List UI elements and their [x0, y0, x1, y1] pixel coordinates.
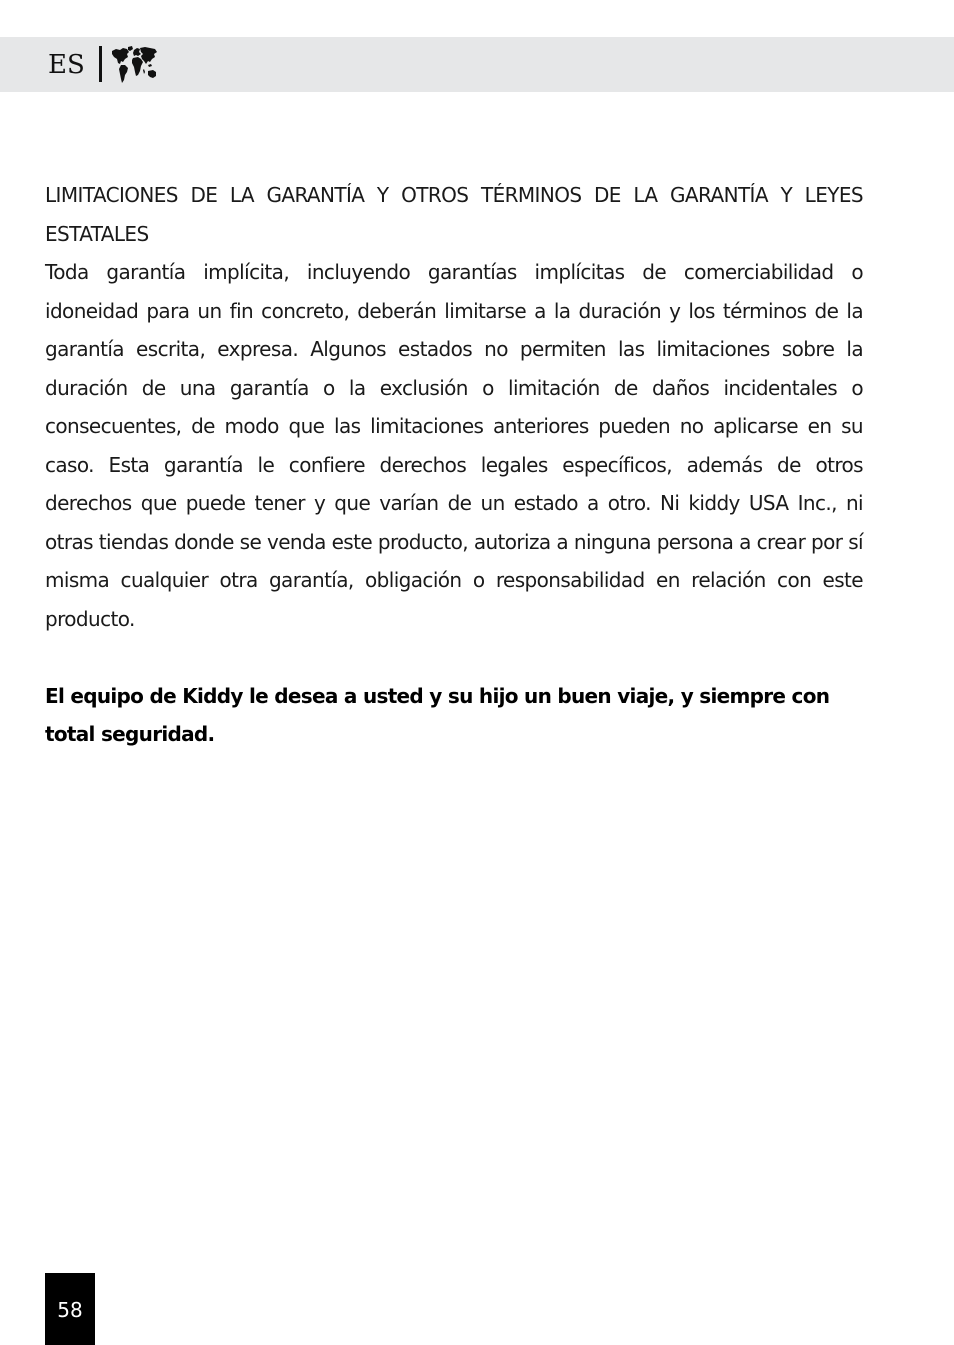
page-number-box	[45, 1273, 95, 1345]
section-heading: LIMITACIONES DE LA GARANTÍA Y OTROS TÉRMINOS DE LA GARANTÍA Y LEYES ESTATALES	[45, 183, 863, 246]
content-area	[45, 176, 863, 754]
closing-message: El equipo de Kiddy le desea a usted y su hijo un buen viaje, y siempre con total seguridad.	[45, 683, 830, 746]
warranty-body-text: Toda garantía implícita, incluyendo garantías implícitas de comerciabilidad o idoneidad para un fin concreto, deberán limitarse a la duración y los términos de la garantía escrita, expresa. Algunos estados no permiten las limitaciones sobre la duración de una garantía o la exclusión o limitación de daños incidentales o consecuentes, de modo que las limitaciones anteriores pueden no aplicarse en su caso. Esta garantía le confiere derechos legales específicos, además de otros derechos que puede tener y que varían de un estado a otro. Ni kiddy USA Inc., ni otras tiendas donde se venda este producto, autoriza a ninguna persona a crear por sí misma cualquier otra garantía, obligación o responsabilidad en relación con este producto.	[45, 260, 863, 631]
page-number: 58	[57, 1298, 83, 1322]
world-map-icon	[110, 45, 158, 85]
header-divider	[99, 46, 102, 82]
language-code: ES	[48, 50, 85, 80]
